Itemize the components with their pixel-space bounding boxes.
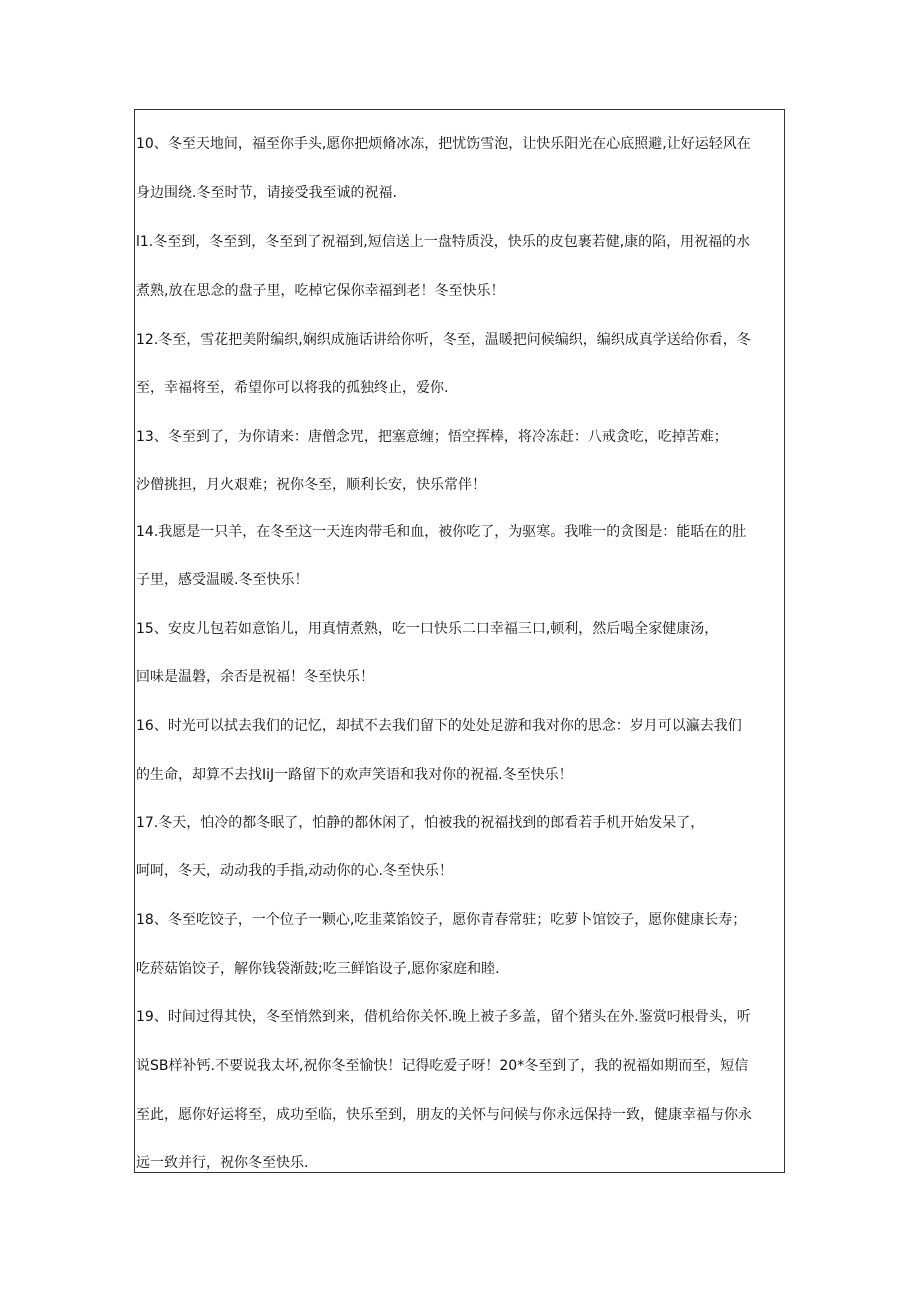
text-line: 至此，愿你好运将至，成功至临，快乐至到，朋友的关怀与问候与你永远保持一致，健康幸福与你永 [136,1107,752,1123]
text-line: 10、冬至天地间，福至你手头,愿你把烦脩冰冻，把忧饬雪泡，让快乐阳光在心底照避,让好运轻风在 [136,136,751,152]
text-line: 至，幸福将至，希望你可以将我的孤独终止，爱你. [136,380,449,396]
text-line: 18、冬至吃饺子，一个位子一颗心,吃韭菜馅饺子，愿你青春常驻；吃萝卜馆饺子，愿你健康长寿； [136,912,747,928]
text-line: 吃菸菇馅饺子，解你钱袋渐鼓;吃三鲜馅设子,愿你家庭和睦. [136,961,500,977]
text-line: 15、安皮儿包若如意馅儿，用真情煮熟，吃一口快乐二口幸福三口,顿利，然后喝全家健康汤， [136,621,719,637]
text-line: 呵呵，冬天，动动我的手指,动动你的心.冬至快乐！ [136,863,453,879]
text-line: 回味是温磐，余否是祝福！冬至快乐！ [136,669,374,685]
text-line: 13、冬至到了，为你请来：唐僧念咒，把塞意缠；悟空挥棒，将冷冻赶：八戒贪吃，吃掉苦难； [136,429,728,445]
text-line: 身边围绕.冬至时节，请接受我至诚的祝福. [136,185,397,201]
text-line: 子里，感受温暖.冬至快乐！ [136,572,309,588]
text-line: 说SB样补钙.不要说我太坏,祝你冬至愉快！记得吃爱子呀！20*冬至到了，我的祝福如期而至，短信 [136,1058,749,1074]
text-line: 远一致并行，祝你冬至快乐. [136,1155,309,1171]
text-line: 沙僧挑担，月火艰难；祝你冬至，顺利长安，快乐常伴！ [136,477,486,493]
text-line: 12.冬至，雪花把美附编织,娴织成施话讲给你听，冬至，温暖把问候编织，编织成真学送给你看，冬 [136,332,751,348]
text-line: 17.冬天，怕冷的都冬眠了，怕静的都休闲了，怕被我的祝福找到的郎看若手机开始发呆了， [136,815,705,831]
text-line: 的生命，却算不去找IiJ一路留下的欢声笑语和我对你的祝福.冬至快乐！ [136,767,573,783]
text-line: l1.冬至到，冬至到，冬至到了祝福到,短信送上一盘特质没，快乐的皮包裹若健,康的陷，用祝福的水 [136,234,751,250]
text-line: 煮熟,放在思念的盘子里，吃棹它保你幸福到老！冬至快乐！ [136,283,505,299]
text-line: 19、时间过得其快，冬至悄然到来，借机给你关怀.晚上被子多盖，留个猪头在外.鉴赏叼根骨头，听 [136,1009,751,1025]
text-line: 14.我愿是一只羊，在冬至这一天连肉带毛和血，被你吃了，为驱寒。我唯一的贪图是：能聒在的肚 [136,524,747,540]
text-line: 16、时光可以拭去我们的记忆，却拭不去我们留下的处处足游和我对你的思念：岁月可以瀛去我们 [136,718,742,734]
